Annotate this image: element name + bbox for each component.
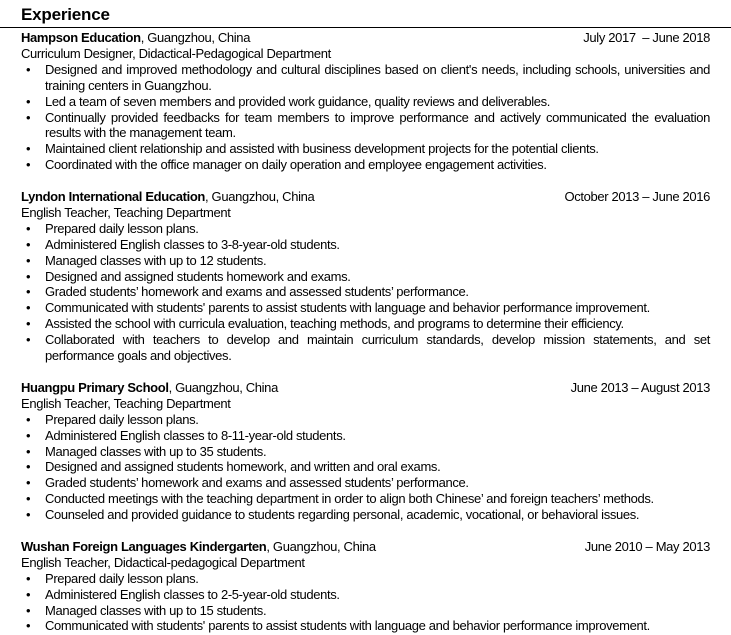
job-role: English Teacher, Teaching Department [21, 395, 231, 411]
job-bullet: • Graded students’ homework and exams and assessed students’ performance. [21, 475, 710, 491]
job-bullet: • Graded students’ homework and exams and assessed students’ performance. [21, 284, 710, 300]
job-bullet: • Continually provided feedbacks for team members to improve performance and actively communicated the evaluation results with the management team. [21, 110, 710, 142]
job-entry [21, 380, 710, 523]
job-bullet: • Communicated with students' parents to assist students with language and behavior performance improvement. [21, 300, 710, 316]
job-location: , Guangzhou, China [266, 538, 376, 554]
job-bullet: • Prepared daily lesson plans. [21, 221, 710, 237]
job-bullet: • Designed and assigned students homework, and written and oral exams. [21, 459, 710, 475]
job-bullet: • Administered English classes to 8-11-year-old students. [21, 428, 710, 444]
job-bullet: • Administered English classes to 2-5-year-old students. [21, 587, 710, 603]
job-bullets [21, 412, 710, 523]
job-bullet: • Administered English classes to 3-8-year-old students. [21, 237, 710, 253]
company-name: Hampson Education [21, 30, 141, 45]
job-bullet: • Managed classes with up to 12 students. [21, 253, 710, 269]
job-header [21, 539, 710, 555]
job-entry [21, 30, 710, 173]
job-bullets [21, 62, 710, 173]
job-dates: October 2013 – June 2016 [564, 189, 710, 205]
company-name: Lyndon International Education [21, 189, 206, 205]
job-bullet: • Managed classes with up to 35 students. [21, 444, 710, 460]
job-title [21, 380, 278, 396]
section-title: Experience [21, 5, 110, 24]
job-role: English Teacher, Teaching Department [21, 204, 231, 220]
job-role: Curriculum Designer, Didactical-Pedagogical Department [21, 45, 331, 61]
job-bullet: • Communicated with students' parents to assist students with language and behavior performance improvement. [21, 618, 710, 634]
company-name: Wushan Foreign Languages Kindergarten [21, 538, 267, 554]
job-title [21, 30, 250, 46]
job-header [21, 30, 710, 46]
job-bullet: • Managed classes with up to 15 students. [21, 603, 710, 619]
job-title [21, 189, 314, 205]
job-header [21, 189, 710, 205]
job-bullet: • Conducted meetings with the teaching department in order to align both Chinese’ and foreign teachers’ methods. [21, 491, 710, 507]
job-bullet: • Maintained client relationship and assisted with business development projects for the potential clients. [21, 141, 710, 157]
job-bullet: • Prepared daily lesson plans. [21, 412, 710, 428]
section-divider-line [0, 27, 731, 28]
job-entry [21, 189, 710, 364]
job-header [21, 380, 710, 396]
job-bullet: • Designed and improved methodology and cultural disciplines based on client's needs, including schools, universities and training centers in Guangzhou. [21, 62, 710, 94]
job-entry [21, 539, 710, 634]
job-bullets [21, 221, 710, 364]
job-location: , Guangzhou, China [140, 30, 251, 45]
job-bullet: • Prepared daily lesson plans. [21, 571, 710, 587]
company-name: Huangpu Primary School [21, 379, 169, 395]
job-bullet: • Assisted the school with curricula evaluation, teaching methods, and programs to determine their efficiency. [21, 316, 710, 332]
jobs-list [21, 30, 710, 634]
job-bullet: • Designed and assigned students homework and exams. [21, 269, 710, 285]
job-bullet: • Collaborated with teachers to develop and maintain curriculum standards, develop mission statements, and set performance goals and objectives. [21, 332, 710, 364]
job-bullet: • Counseled and provided guidance to students regarding personal, academic, vocational, or behavioral issues. [21, 507, 710, 523]
job-role: English Teacher, Didactical-pedagogical Department [21, 554, 305, 570]
job-dates: June 2013 – August 2013 [570, 379, 710, 395]
job-bullet: • Led a team of seven members and provided work guidance, quality reviews and deliverables. [21, 94, 710, 110]
job-bullet: • Coordinated with the office manager on daily operation and employee engagement activities. [21, 157, 710, 173]
job-location: , Guangzhou, China [168, 379, 278, 395]
job-bullets [21, 571, 710, 635]
job-dates: June 2010 – May 2013 [584, 538, 710, 554]
job-title [21, 539, 376, 555]
job-location: , Guangzhou, China [205, 189, 315, 205]
job-dates: July 2017 – June 2018 [583, 30, 710, 45]
